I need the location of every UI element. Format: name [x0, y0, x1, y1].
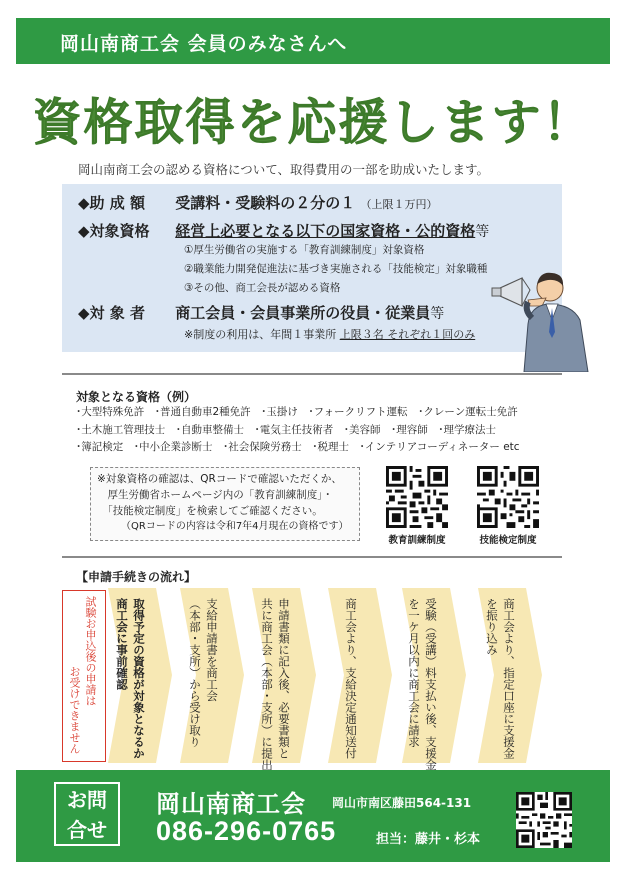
qualifications-line: ･土木施工管理技士 ･自動車整備士 ･電気主任技術者 ･美容師 ･理容師 ･理学療法士	[76, 423, 496, 436]
subsidy-amount-row	[78, 192, 437, 213]
usage-note-limit: 上限３名 それぞれ１回のみ	[339, 328, 476, 341]
subsidy-amount-value: 受講料・受験料の２分の１	[175, 194, 356, 212]
qualifications-list	[76, 404, 576, 457]
address: 岡山市南区藤田564-131	[332, 796, 472, 810]
qr-note-box	[90, 467, 360, 541]
flow-step-2-text-b: （本部・支所）から受け取り	[188, 598, 202, 748]
qualifications-title: 対象となる資格（例）	[76, 390, 197, 404]
qr-note-line: ※対象資格の確認は、QRコードで確認いただくか、	[97, 473, 342, 485]
usage-note	[184, 326, 475, 342]
qr-caption-education: 教育訓練制度	[388, 535, 446, 546]
flow-step-1-text-a: 取得予定の資格が対象となるか	[132, 598, 146, 759]
qr-code-contact-icon[interactable]	[516, 792, 572, 848]
flow-step-1-text-b: 商工会に事前確認	[115, 598, 129, 690]
target-qualification-label: ◆対象資格	[78, 222, 150, 240]
flow-arrows	[108, 588, 568, 763]
target-item-2: ②職業能力開発促進法に基づき実施される「技能検定」対象職種	[184, 263, 488, 275]
target-qualification-value: 経営上必要となる以下の国家資格・公的資格	[175, 222, 476, 240]
warning-text-1: 試験お申込後の申請は	[84, 596, 97, 706]
contact-label-line-1: お問	[67, 788, 107, 812]
subsidy-amount-label: ◆助 成 額	[78, 194, 145, 212]
contact-band	[16, 770, 610, 862]
qr-note-line: 「技能検定制度」を検索してご確認ください。	[97, 505, 323, 517]
eligible-label: ◆対 象 者	[78, 304, 145, 322]
warning-text-2: お受けできません	[68, 666, 81, 754]
qr-note-footnote: （QRコードの内容は令和7年4月現在の資格です）	[121, 521, 349, 532]
target-item-1: ①厚生労働省の実施する「教育訓練制度」対象資格	[184, 244, 425, 256]
qr-caption-skill-test: 技能検定制度	[479, 535, 537, 546]
flow-title: 【申請手続きの流れ】	[76, 570, 197, 584]
contact-person: 担当：藤井・杉本	[376, 832, 481, 847]
qr-code-skill-test-icon[interactable]	[477, 466, 539, 528]
target-qualification-row	[78, 220, 489, 241]
section-divider-1	[62, 373, 562, 375]
flow-step-5-text-b: を一ケ月以内に商工会に請求	[407, 598, 421, 748]
flow-step-2-text-a: 支給申請書を商工会	[205, 598, 219, 702]
qualifications-line: ･大型特殊免許 ･普通自動車2種免許 ･玉掛け ･フォークリフト運転 ･クレーン運転士免許	[76, 406, 518, 418]
flow-step-3-text-a: 申請書類に記入後、必要書類と	[277, 598, 291, 759]
intro-text: 岡山南商工会の認める資格について、取得費用の一部を助成いたします。	[78, 162, 490, 177]
flow-step-4-text-a: 商工会より、支給決定通知送付	[344, 598, 358, 759]
flow-step-6-text-b: を振り込み	[485, 598, 499, 656]
info-box	[62, 184, 562, 352]
header-band	[16, 18, 610, 64]
qr-code-education-icon[interactable]	[386, 466, 448, 528]
qualifications-line: ･簿記検定 ･中小企業診断士 ･社会保険労務士 ･税理士 ･インテリアコーディネーター etc	[76, 441, 520, 453]
qr-note-line: 厚生労働省ホームページ内の「教育訓練制度」・	[97, 489, 334, 501]
page-title: 資格取得を応援します！	[32, 94, 594, 151]
phone-number[interactable]: 086-296-0765	[156, 816, 337, 846]
target-qualification-suffix: 等	[475, 224, 490, 240]
contact-label-line-2: 合せ	[67, 818, 107, 842]
eligible-row	[78, 302, 444, 323]
target-item-3: ③その他、商工会長が認める資格	[184, 282, 341, 294]
eligible-suffix: 等	[430, 306, 445, 322]
usage-note-prefix: ※制度の利用は、年間１事業所	[184, 328, 337, 341]
flow-step-6-text-a: 商工会より、指定口座に支援金	[502, 598, 516, 759]
flow-step-arrow-4	[328, 588, 392, 763]
subsidy-amount-note: （上限１万円）	[360, 198, 438, 211]
organization-name: 岡山南商工会	[156, 790, 306, 818]
audience-label: 岡山南商工会 会員のみなさんへ	[60, 33, 348, 55]
flow-step-3-text-b: 共に商工会（本部・支所）に提出	[260, 598, 274, 771]
contact-label-box	[54, 782, 120, 846]
flow-step-5-text-a: 受験（受講）料支払い後、支援金	[424, 598, 438, 771]
section-divider-2	[62, 556, 562, 558]
eligible-value: 商工会員・会員事業所の役員・従業員	[175, 304, 431, 322]
megaphone-person-illustration	[488, 262, 608, 372]
